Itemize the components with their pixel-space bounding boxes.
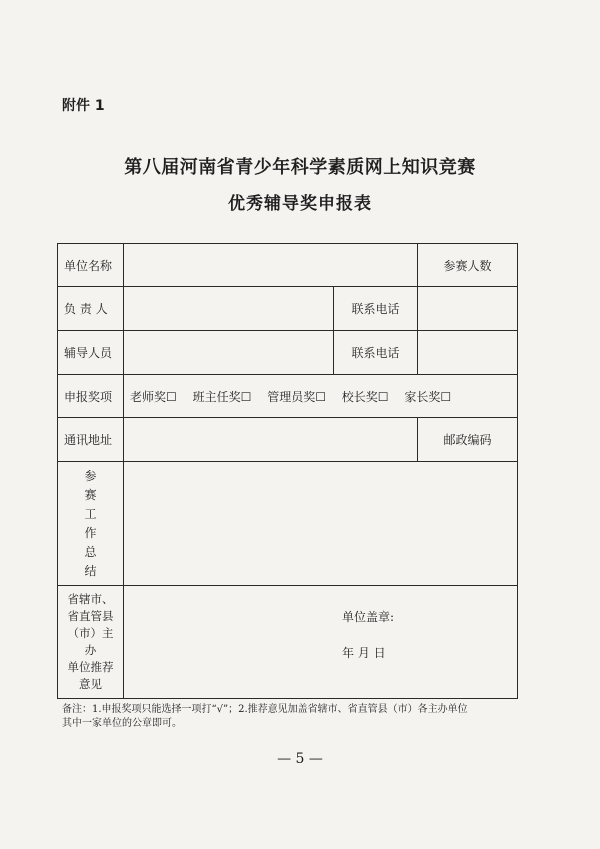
recommend-line: 意见 (79, 677, 102, 691)
address-label: 通讯地址 (58, 418, 124, 462)
postal-code-label: 邮政编码 (418, 418, 518, 462)
recommend-label (58, 586, 124, 699)
row-tutor (58, 331, 518, 375)
date-label: 年 月 日 (342, 646, 386, 660)
unit-name-field[interactable] (124, 244, 418, 287)
row-summary (58, 462, 518, 586)
summary-char: 总 (84, 544, 97, 559)
summary-field[interactable] (124, 462, 518, 586)
recommend-line: 省辖市、 (67, 592, 114, 606)
contact-phone-field-1[interactable] (418, 287, 518, 331)
summary-char: 结 (84, 563, 97, 578)
summary-char: 工 (84, 506, 97, 521)
contact-phone-field-2[interactable] (418, 331, 518, 375)
title-line-1: 第八届河南省青少年科学素质网上知识竞赛 (124, 157, 476, 178)
award-option-principal[interactable]: 校长奖☐ (341, 389, 389, 404)
seal-label: 单位盖章: (342, 610, 395, 624)
award-options (124, 375, 518, 418)
summary-label (58, 462, 124, 586)
row-award (58, 375, 518, 418)
row-unit (58, 244, 518, 287)
person-in-charge-label: 负 责 人 (58, 287, 124, 331)
contact-phone-label-2: 联系电话 (334, 331, 418, 375)
recommend-line: 单位推荐 (67, 660, 114, 674)
row-address (58, 418, 518, 462)
summary-char: 作 (84, 525, 97, 540)
address-field[interactable] (124, 418, 418, 462)
award-option-administrator[interactable]: 管理员奖☐ (267, 389, 326, 404)
row-person-in-charge (58, 287, 518, 331)
participants-label: 参赛人数 (418, 244, 518, 287)
unit-name-label: 单位名称 (58, 244, 124, 287)
recommend-line: 省直管县 (67, 609, 114, 623)
tutor-label: 辅导人员 (58, 331, 124, 375)
contact-phone-label-1: 联系电话 (334, 287, 418, 331)
tutor-field[interactable] (124, 331, 334, 375)
award-option-teacher[interactable]: 老师奖☐ (130, 389, 177, 404)
footnote-line-2: 其中一家单位的公章即可。 (62, 718, 182, 729)
attachment-label: 附件 1 (62, 98, 105, 114)
summary-char: 参 (84, 468, 97, 483)
recommend-line: （市）主办 (67, 626, 114, 657)
footnote (62, 703, 522, 731)
summary-char: 赛 (84, 487, 97, 502)
award-option-parent[interactable]: 家长奖☐ (404, 389, 452, 404)
title-line-2: 优秀辅导奖申报表 (228, 194, 372, 214)
award-type-label: 申报奖项 (58, 375, 124, 418)
award-option-head-teacher[interactable]: 班主任奖☐ (192, 389, 252, 404)
recommend-field[interactable] (124, 586, 518, 699)
page-number: — 5 — (277, 751, 323, 767)
application-form-table (57, 243, 518, 699)
person-in-charge-field[interactable] (124, 287, 334, 331)
row-recommend (58, 586, 518, 699)
footnote-line-1: 备注：1.申报奖项只能选择一项打“√”；2.推荐意见加盖省辖市、省直管县（市）各主办单位 (62, 704, 468, 715)
